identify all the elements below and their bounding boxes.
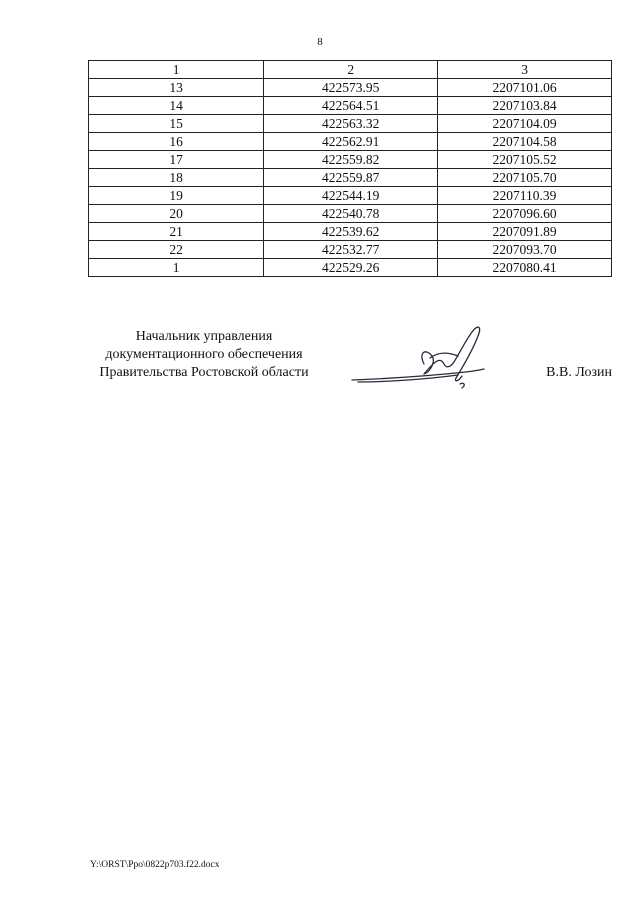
signer-name: В.В. Лозин	[546, 365, 612, 380]
x-coordinate-cell: 422544.19	[264, 187, 438, 205]
point-number-cell: 15	[89, 115, 264, 133]
point-number-cell: 14	[89, 97, 264, 115]
x-coordinate-cell: 422539.62	[264, 223, 438, 241]
page-number: 8	[317, 36, 323, 48]
signatory-title-line: документационного обеспечения	[105, 347, 303, 362]
column-header: 1	[89, 61, 264, 79]
y-coordinate-cell: 2207104.09	[438, 115, 612, 133]
table-row	[89, 205, 612, 223]
signatory-title-line: Правительства Ростовской области	[99, 365, 309, 380]
table-row	[89, 151, 612, 169]
table-row	[89, 259, 612, 277]
y-coordinate-cell: 2207105.70	[438, 169, 612, 187]
y-coordinate-cell: 2207103.84	[438, 97, 612, 115]
y-coordinate-cell: 2207080.41	[438, 259, 612, 277]
point-number-cell: 19	[89, 187, 264, 205]
column-header: 2	[264, 61, 438, 79]
handwritten-signature	[348, 322, 508, 392]
x-coordinate-cell: 422529.26	[264, 259, 438, 277]
x-coordinate-cell: 422564.51	[264, 97, 438, 115]
table-row	[89, 133, 612, 151]
x-coordinate-cell: 422573.95	[264, 79, 438, 97]
point-number-cell: 21	[89, 223, 264, 241]
signatory-title-line: Начальник управления	[135, 329, 273, 344]
y-coordinate-cell: 2207093.70	[438, 241, 612, 259]
table-header-row	[89, 61, 612, 79]
x-coordinate-cell: 422532.77	[264, 241, 438, 259]
document-file-path: Y:\ORST\Ppo\0822p703.f22.docx	[90, 860, 220, 870]
x-coordinate-cell: 422563.32	[264, 115, 438, 133]
x-coordinate-cell: 422559.87	[264, 169, 438, 187]
signatory-title	[88, 328, 320, 382]
table-row	[89, 187, 612, 205]
point-number-cell: 17	[89, 151, 264, 169]
y-coordinate-cell: 2207104.58	[438, 133, 612, 151]
column-header: 3	[438, 61, 612, 79]
table-row	[89, 79, 612, 97]
point-number-cell: 1	[89, 259, 264, 277]
point-number-cell: 18	[89, 169, 264, 187]
point-number-cell: 20	[89, 205, 264, 223]
table-row	[89, 97, 612, 115]
table-row	[89, 241, 612, 259]
point-number-cell: 13	[89, 79, 264, 97]
table-row	[89, 115, 612, 133]
table-row	[89, 223, 612, 241]
y-coordinate-cell: 2207096.60	[438, 205, 612, 223]
y-coordinate-cell: 2207110.39	[438, 187, 612, 205]
table-row	[89, 169, 612, 187]
x-coordinate-cell: 422540.78	[264, 205, 438, 223]
point-number-cell: 22	[89, 241, 264, 259]
coordinates-table	[88, 60, 612, 277]
x-coordinate-cell: 422559.82	[264, 151, 438, 169]
y-coordinate-cell: 2207091.89	[438, 223, 612, 241]
y-coordinate-cell: 2207101.06	[438, 79, 612, 97]
x-coordinate-cell: 422562.91	[264, 133, 438, 151]
y-coordinate-cell: 2207105.52	[438, 151, 612, 169]
point-number-cell: 16	[89, 133, 264, 151]
